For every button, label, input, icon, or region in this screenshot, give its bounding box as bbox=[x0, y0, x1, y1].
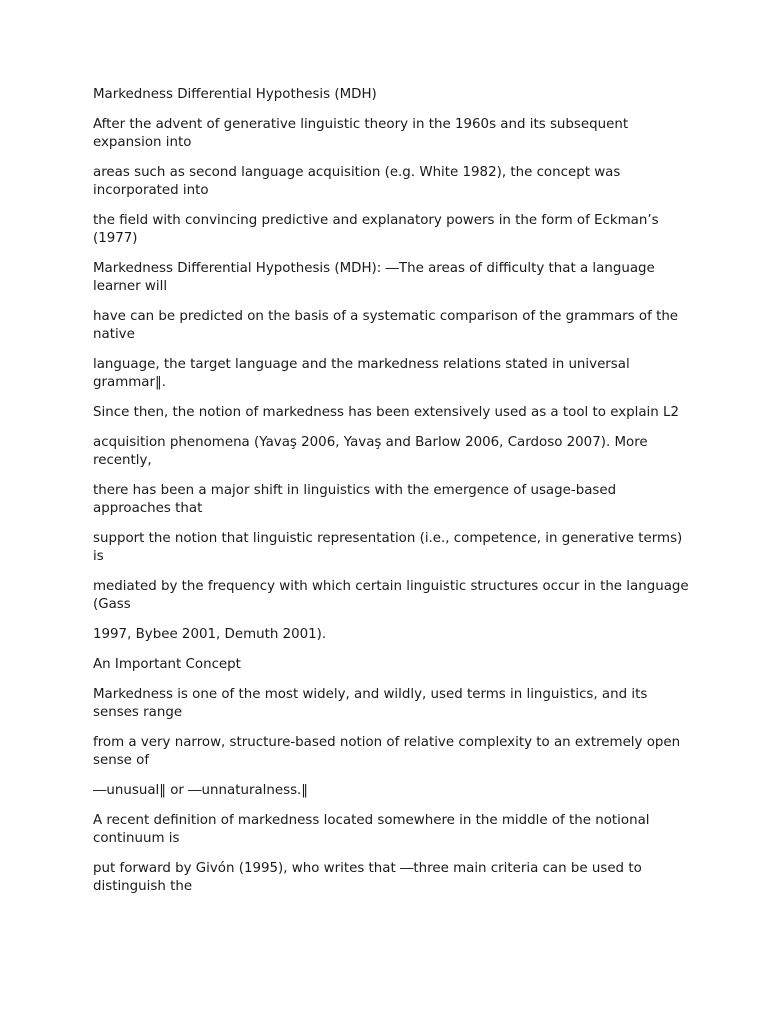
paragraph-17: A recent definition of markedness located somewhere in the middle of the notional continuum is bbox=[93, 813, 650, 846]
paragraph-3: the field with convincing predictive and explanatory powers in the form of Eckman’s (1977) bbox=[93, 213, 659, 246]
paragraph-15: from a very narrow, structure-based notion of relative complexity to an extremely open sense of bbox=[93, 735, 681, 768]
paragraph-1: After the advent of generative linguistic theory in the 1960s and its subsequent expansion into bbox=[93, 117, 629, 150]
paragraph-9: there has been a major shift in linguistics with the emergence of usage-based approaches that bbox=[93, 483, 617, 516]
paragraph-2: areas such as second language acquisition (e.g. White 1982), the concept was incorporated into bbox=[93, 165, 621, 198]
paragraph-6: language, the target language and the markedness relations stated in universal grammar‖. bbox=[93, 357, 630, 390]
paragraph-18: put forward by Givón (1995), who writes that ―three main criteria can be used to distinguish the bbox=[93, 861, 642, 894]
paragraph-7: Since then, the notion of markedness has been extensively used as a tool to explain L2 bbox=[93, 405, 680, 420]
document-title: Markedness Differential Hypothesis (MDH) bbox=[93, 87, 377, 102]
paragraph-5: have can be predicted on the basis of a systematic comparison of the grammars of the native bbox=[93, 309, 679, 342]
document-body bbox=[93, 86, 693, 908]
paragraph-11: mediated by the frequency with which certain linguistic structures occur in the language (Gass bbox=[93, 579, 689, 612]
paragraph-16: ―unusual‖ or ―unnaturalness.‖ bbox=[93, 783, 309, 798]
paragraph-12: 1997, Bybee 2001, Demuth 2001). bbox=[93, 627, 327, 642]
paragraph-14: Markedness is one of the most widely, and wildly, used terms in linguistics, and its senses range bbox=[93, 687, 648, 720]
section-heading: An Important Concept bbox=[93, 657, 241, 672]
paragraph-10: support the notion that linguistic representation (i.e., competence, in generative terms) is bbox=[93, 531, 683, 564]
paragraph-4: Markedness Differential Hypothesis (MDH): ―The areas of difficulty that a language learner will bbox=[93, 261, 655, 294]
paragraph-8: acquisition phenomena (Yavaş 2006, Yavaş and Barlow 2006, Cardoso 2007). More recently, bbox=[93, 435, 648, 468]
